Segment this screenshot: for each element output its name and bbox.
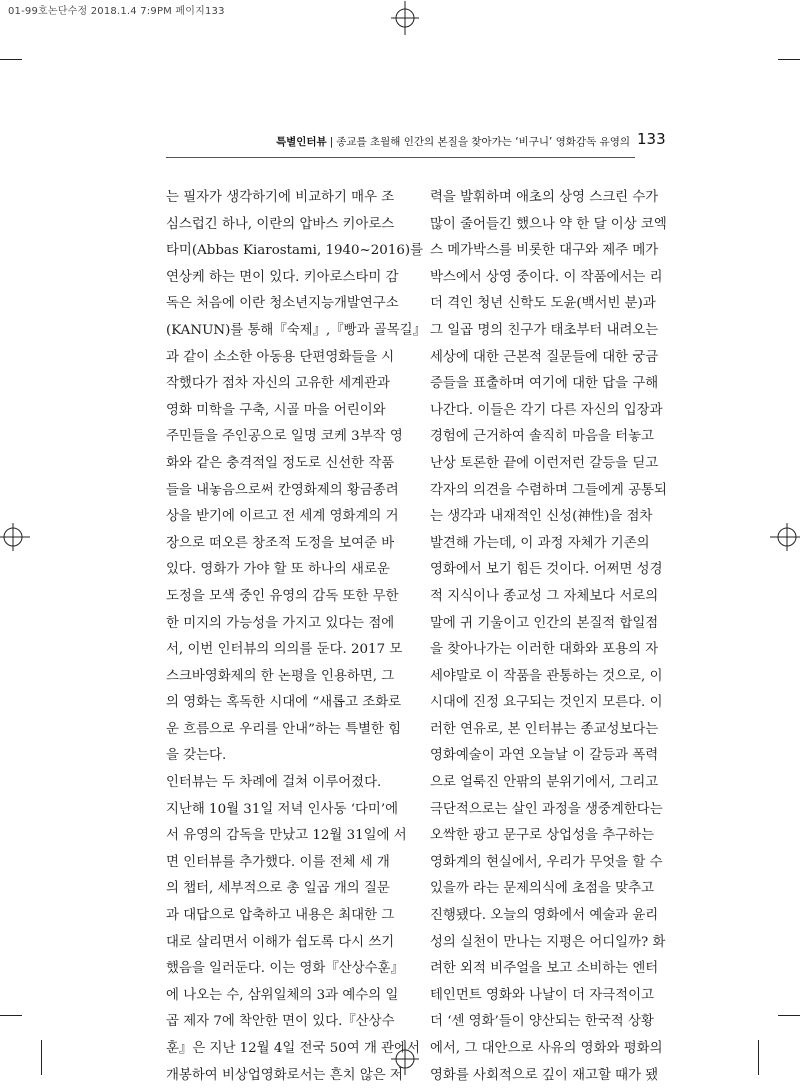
text-line: 영화에서 보기 힘든 것이다. 어쩌면 성경 bbox=[430, 562, 663, 578]
text-line: 스크바영화제의 한 논평을 인용하면, 그 bbox=[166, 668, 395, 684]
text-line: 도정을 모색 중인 유영의 감독 또한 무한 bbox=[166, 588, 399, 604]
text-line: 서 유영의 감독을 만났고 12월 31일에 서 bbox=[166, 828, 407, 844]
text-line: 을 갖는다. bbox=[166, 748, 227, 764]
text-line: 려한 외적 비주얼을 보고 소비하는 엔터 bbox=[430, 961, 659, 977]
text-line: 장으로 떠오른 창조적 도정을 보여준 바 bbox=[166, 535, 395, 551]
text-line: 으로 얼룩진 안팎의 분위기에서, 그리고 bbox=[430, 775, 659, 791]
text-line: 훈』은 지난 12월 4일 전국 50여 개 관에서 bbox=[166, 1041, 420, 1056]
body-column-right bbox=[430, 185, 667, 1089]
text-line: 발견해 가는데, 이 과정 자체가 기존의 bbox=[430, 535, 650, 551]
running-header bbox=[276, 134, 630, 149]
text-line: 는 생각과 내재적인 신성(神性)을 점차 bbox=[430, 509, 653, 525]
text-line: 운 흐름으로 우리를 안내”하는 특별한 힘 bbox=[166, 721, 402, 737]
text-line: 있다. 영화가 가야 할 또 하나의 새로운 bbox=[166, 562, 390, 578]
text-line: 화와 같은 충격적일 정도로 신선한 작품 bbox=[166, 455, 395, 471]
text-line: 말에 귀 기울이고 인간의 본질적 합일점 bbox=[430, 615, 659, 631]
crop-mark-bottom-left-vertical bbox=[41, 1040, 42, 1075]
text-line: 한 미지의 가능성을 가지고 있다는 점에 bbox=[166, 615, 395, 631]
text-line: 적 지식이나 종교성 그 자체보다 서로의 bbox=[430, 588, 659, 604]
text-line: 진행됐다. 오늘의 영화에서 예술과 윤리 bbox=[430, 908, 659, 924]
header-title: 종교를 초월해 인간의 본질을 찾아가는 ‘비구니’ 영화감독 유영의 bbox=[336, 136, 630, 148]
text-line: 세상에 대한 근본적 질문들에 대한 궁금 bbox=[430, 349, 659, 365]
text-line: 서, 이번 인터뷰의 의의를 둔다. 2017 모 bbox=[166, 642, 403, 658]
text-line: 면 인터뷰를 추가했다. 이를 전체 세 개 bbox=[166, 854, 390, 870]
text-line: 세야말로 이 작품을 관통하는 것으로, 이 bbox=[430, 668, 663, 684]
text-line: 영화계의 현실에서, 우리가 무엇을 할 수 bbox=[430, 854, 663, 870]
registration-mark-left bbox=[0, 523, 30, 551]
text-line: 작했다가 점차 자신의 고유한 세계관과 bbox=[166, 376, 390, 392]
text-line: 스 메가박스를 비롯한 대구와 제주 메가 bbox=[430, 243, 659, 259]
text-line: 경험에 근거하여 솔직히 마음을 터놓고 bbox=[430, 429, 654, 445]
text-line: 인터뷰는 두 차례에 걸쳐 이루어졌다. bbox=[166, 775, 382, 791]
text-line: 들을 내놓음으로써 칸영화제의 황금종려 bbox=[166, 482, 399, 498]
text-line: 력을 발휘하며 애초의 상영 스크린 수가 bbox=[430, 190, 659, 205]
text-line: 그 일곱 명의 친구가 태초부터 내려오는 bbox=[430, 322, 659, 338]
text-line: 성의 실천이 만나는 지평은 어디일까? 화 bbox=[430, 934, 666, 950]
text-line: 심스럽긴 하나, 이란의 압바스 키아로스 bbox=[166, 216, 395, 232]
text-line: 독은 처음에 이란 청소년지능개발연구소 bbox=[166, 296, 399, 312]
text-line: 주민들을 주인공으로 일명 코케 3부작 영 bbox=[166, 429, 403, 445]
text-line: 대로 살리면서 이해가 쉽도록 다시 쓰기 bbox=[166, 934, 395, 950]
body-column-left bbox=[166, 185, 426, 1089]
text-line: (KANUN)를 통해『숙제』,『빵과 골목길』 bbox=[166, 322, 426, 338]
crop-mark-bottom-left bbox=[0, 1015, 22, 1016]
header-separator: | bbox=[329, 136, 334, 148]
text-line: 연상케 하는 면이 있다. 키아로스타미 감 bbox=[166, 269, 399, 285]
text-line: 곱 제자 7에 착안한 면이 있다.『산상수 bbox=[166, 1014, 395, 1030]
text-line: 과 같이 소소한 아동용 단편영화들을 시 bbox=[166, 349, 395, 365]
text-line: 있을까 라는 문제의식에 초점을 맞추고 bbox=[430, 881, 654, 897]
header-section: 특별인터뷰 bbox=[275, 136, 327, 148]
text-line: 러한 연유로, 본 인터뷰는 종교성보다는 bbox=[430, 721, 659, 737]
text-line: 에서, 그 대안으로 사유의 영화와 평화의 bbox=[430, 1041, 663, 1056]
text-line: 오싹한 광고 문구로 상업성을 추구하는 bbox=[430, 828, 654, 844]
text-line: 했음을 일러둔다. 이는 영화『산상수훈』 bbox=[166, 961, 404, 977]
text-line: 난상 토론한 끝에 이런저런 갈등을 딛고 bbox=[430, 455, 659, 471]
text-line: 영화 미학을 구축, 시골 마을 어린이와 bbox=[166, 402, 386, 418]
text-line: 각자의 의견을 수렴하며 그들에게 공통되 bbox=[430, 482, 667, 498]
text-line: 개봉하여 비상업영화로서는 흔치 않은 저 bbox=[166, 1067, 403, 1083]
text-line: 의 영화는 혹독한 시대에 “새롭고 조화로 bbox=[166, 695, 402, 711]
text-line: 의 챕터, 세부적으로 총 일곱 개의 질문 bbox=[166, 881, 390, 897]
text-line: 더 ‘센 영화’들이 양산되는 한국적 상황 bbox=[430, 1014, 654, 1030]
text-line: 박스에서 상영 중이다. 이 작품에서는 리 bbox=[430, 269, 663, 285]
text-line: 증들을 표출하며 여기에 대한 답을 구해 bbox=[430, 376, 659, 392]
text-line: 과 대답으로 압축하고 내용은 최대한 그 bbox=[166, 908, 395, 924]
text-line: 지난해 10월 31일 저녁 인사동 ‘다미’에 bbox=[166, 801, 399, 817]
text-line: 영화예술이 과연 오늘날 이 갈등과 폭력 bbox=[430, 748, 659, 764]
registration-mark-right bbox=[770, 523, 800, 551]
crop-mark-bottom-right bbox=[778, 1015, 800, 1016]
text-line: 많이 줄어들긴 했으나 약 한 달 이상 코엑 bbox=[430, 216, 667, 232]
text-line: 영화를 사회적으로 깊이 재고할 때가 됐 bbox=[430, 1067, 659, 1083]
print-slug: 01-99호논단수정 2018.1.4 7:9PM 페이지133 bbox=[8, 6, 225, 17]
text-line: 상을 받기에 이르고 전 세계 영화계의 거 bbox=[166, 509, 399, 525]
text-line: 는 필자가 생각하기에 비교하기 매우 조 bbox=[166, 190, 395, 205]
crop-mark-top-right bbox=[778, 59, 800, 60]
registration-mark-top bbox=[391, 1, 419, 35]
text-line: 에 나오는 수, 삼위일체의 3과 예수의 일 bbox=[166, 987, 399, 1003]
text-line: 나간다. 이들은 각기 다른 자신의 입장과 bbox=[430, 402, 663, 418]
text-line: 극단적으로는 살인 과정을 생중계한다는 bbox=[430, 801, 663, 817]
text-line: 테인먼트 영화와 나날이 더 자극적이고 bbox=[430, 987, 654, 1003]
text-line: 더 격인 청년 신학도 도윤(백서빈 분)과 bbox=[430, 296, 656, 312]
header-rule bbox=[166, 157, 635, 158]
crop-mark-bottom-right-vertical bbox=[758, 1040, 759, 1075]
page-number: 133 bbox=[637, 130, 666, 148]
text-line: 타미(Abbas Kiarostami, 1940~2016)를 bbox=[166, 243, 424, 259]
text-line: 시대에 진정 요구되는 것인지 모른다. 이 bbox=[430, 695, 663, 711]
text-line: 을 찾아나가는 이러한 대화와 포용의 자 bbox=[430, 642, 659, 658]
crop-mark-top-left bbox=[0, 59, 22, 60]
